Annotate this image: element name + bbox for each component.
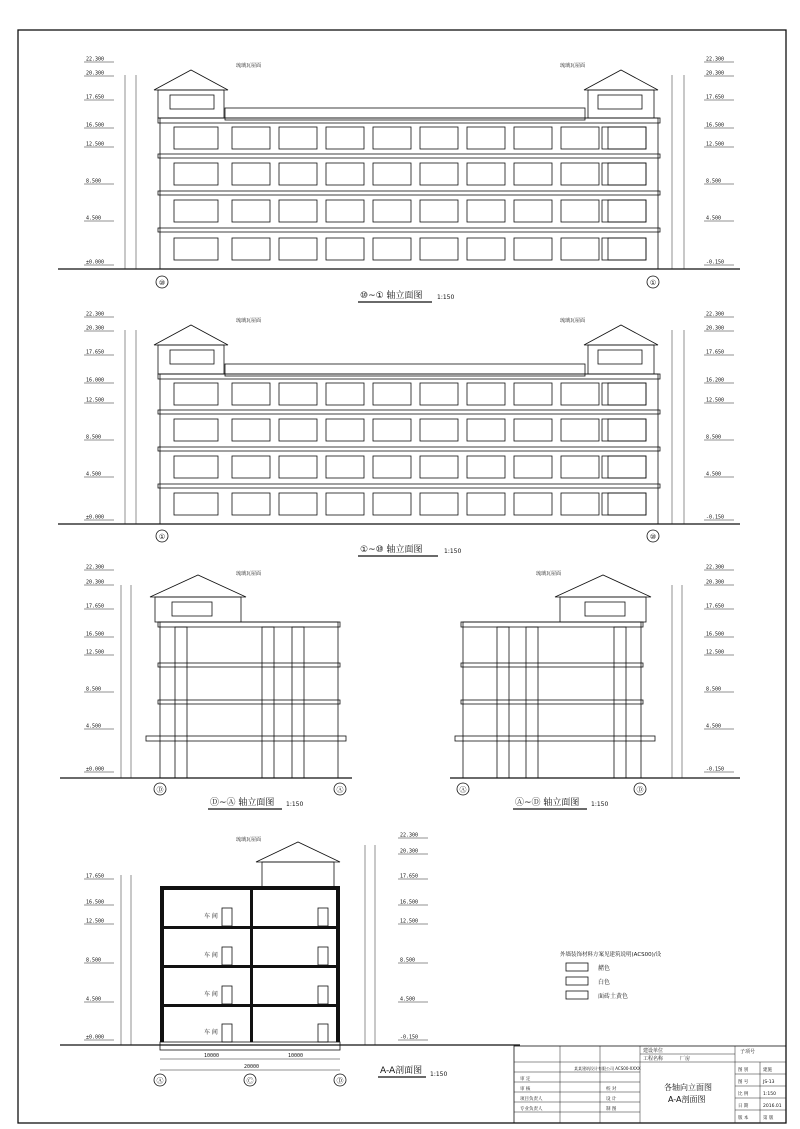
axis-label: ① (158, 533, 166, 541)
window (373, 200, 411, 222)
window (467, 163, 505, 185)
window (279, 163, 317, 185)
sign-label: 校 对 (606, 1087, 617, 1092)
code-label: 子项号 (740, 1049, 756, 1055)
level-mark: 12.500 (400, 918, 419, 925)
window (326, 163, 364, 185)
level-mark: 12.500 (86, 918, 105, 925)
info-key: 比 例 (738, 1092, 749, 1097)
roof-note: 琉璃瓦屋面 (236, 837, 262, 843)
level-mark: 22.300 (400, 832, 419, 839)
window (279, 200, 317, 222)
window (232, 383, 270, 405)
info-value: 1:150 (763, 1092, 776, 1097)
window (326, 456, 364, 478)
level-mark: 17.650 (706, 603, 725, 610)
level-mark: 20.300 (86, 325, 105, 332)
level-mark: 16.500 (706, 122, 725, 129)
roof-note: 琉璃瓦屋面 (236, 63, 262, 69)
dimension: 20000 (244, 1064, 260, 1070)
view-scale: 1:150 (286, 801, 304, 808)
level-mark: 4.500 (86, 215, 102, 222)
room-label: 车 间 (204, 913, 218, 920)
window (608, 383, 646, 405)
level-mark: 22.300 (706, 311, 725, 318)
level-mark: 12.500 (86, 141, 105, 148)
room-label: 车 间 (204, 952, 218, 959)
level-mark: 4.500 (86, 471, 102, 478)
window (373, 383, 411, 405)
window (467, 200, 505, 222)
window (561, 493, 599, 515)
info-value: 2016.01 (763, 1104, 782, 1109)
window (602, 419, 646, 441)
window (608, 238, 646, 260)
window (420, 238, 458, 260)
window (174, 200, 218, 222)
window (602, 493, 646, 515)
window (602, 163, 646, 185)
side-elevation-left (60, 565, 352, 810)
window (420, 456, 458, 478)
legend-swatch-blank (566, 977, 588, 985)
roof-note: 琉璃瓦屋面 (536, 571, 562, 577)
level-mark: -0.150 (706, 766, 725, 773)
window (279, 419, 317, 441)
axis-label: ⑩ (649, 533, 657, 541)
window (232, 163, 270, 185)
window (608, 456, 646, 478)
level-mark: 8.500 (86, 957, 102, 964)
axis-label: Ⓐ (336, 786, 344, 794)
window (467, 127, 505, 149)
window (174, 238, 218, 260)
view-scale: 1:150 (444, 548, 462, 555)
window (279, 238, 317, 260)
window (608, 200, 646, 222)
window (514, 419, 552, 441)
roof-note: 琉璃瓦屋面 (560, 318, 586, 324)
window (467, 493, 505, 515)
window (232, 456, 270, 478)
project-label: 建设单位 (643, 1048, 664, 1054)
legend-swatch-stripe (566, 991, 588, 999)
section-a-a (60, 833, 520, 1087)
window (420, 419, 458, 441)
window (232, 200, 270, 222)
roof-note: 琉璃瓦屋面 (236, 318, 262, 324)
window (326, 238, 364, 260)
level-mark: 8.500 (400, 957, 416, 964)
level-mark: 16.500 (86, 899, 105, 906)
window (326, 383, 364, 405)
sign-label: 项目负责人 (520, 1097, 543, 1102)
window (279, 383, 317, 405)
level-mark: 8.500 (706, 686, 722, 693)
sign-label: 专业负责人 (520, 1107, 543, 1112)
info-key: 图 号 (738, 1080, 749, 1085)
axis-label: Ⓐ (459, 786, 467, 794)
level-mark: 8.500 (86, 434, 102, 441)
sign-label: 审 核 (520, 1087, 531, 1092)
window (174, 493, 218, 515)
level-mark: 22.300 (86, 564, 105, 571)
work-value: 厂房 (680, 1056, 691, 1062)
level-mark: 8.500 (706, 178, 722, 185)
room-label: 车 间 (204, 991, 218, 998)
window (326, 493, 364, 515)
window (608, 493, 646, 515)
window (174, 163, 218, 185)
level-mark: 20.300 (706, 325, 725, 332)
level-mark: 22.300 (706, 564, 725, 571)
legend-label: 白色 (598, 979, 611, 986)
level-mark: 16.500 (86, 122, 105, 129)
info-value: 第 版 (763, 1116, 774, 1121)
info-key: 版 本 (738, 1116, 749, 1121)
level-mark: 22.300 (86, 56, 105, 63)
level-mark: 4.500 (86, 996, 102, 1003)
window (326, 127, 364, 149)
level-mark: 8.500 (86, 178, 102, 185)
window (420, 163, 458, 185)
window (373, 493, 411, 515)
sign-label: 设 计 (606, 1097, 617, 1102)
level-mark: 4.500 (706, 723, 722, 730)
info-value: 建施 (763, 1068, 772, 1073)
roof-note: 琉璃瓦屋面 (236, 571, 262, 577)
window (174, 419, 218, 441)
level-mark: 17.650 (706, 94, 725, 101)
level-mark: 4.500 (706, 471, 722, 478)
axis-label: Ⓐ (156, 1077, 164, 1085)
level-mark: 16.200 (706, 377, 725, 384)
window (174, 456, 218, 478)
window (232, 238, 270, 260)
window (602, 238, 646, 260)
level-mark: 17.650 (86, 349, 105, 356)
axis-label: ⑩ (158, 279, 166, 287)
window (608, 163, 646, 185)
window (561, 200, 599, 222)
window (279, 127, 317, 149)
level-mark: ±0.000 (86, 766, 105, 773)
level-mark: 4.500 (86, 723, 102, 730)
title-block (514, 1046, 786, 1123)
window (561, 163, 599, 185)
info-value: JS-13 (763, 1080, 775, 1085)
level-mark: 17.650 (86, 873, 105, 880)
level-mark: ±0.000 (86, 1034, 105, 1041)
roof-note: 琉璃瓦屋面 (560, 63, 586, 69)
legend-swatch-brick (566, 963, 588, 971)
window (373, 163, 411, 185)
level-mark: 22.300 (706, 56, 725, 63)
window (561, 383, 599, 405)
level-mark: 22.300 (86, 311, 105, 318)
window (514, 127, 552, 149)
window (561, 127, 599, 149)
view-title: ①~⑩ 轴立面图 (360, 545, 423, 555)
view-scale: 1:150 (430, 1071, 448, 1078)
info-key: 图 别 (738, 1068, 749, 1073)
sign-label: 审 定 (520, 1077, 531, 1082)
level-mark: 16.500 (400, 899, 419, 906)
view-title: Ⓐ~Ⓓ 轴立面图 (515, 798, 580, 808)
axis-label: Ⓒ (246, 1077, 254, 1085)
window (602, 456, 646, 478)
window (373, 456, 411, 478)
info-key: 日 期 (738, 1104, 749, 1109)
dimension: 10000 (288, 1053, 304, 1059)
window (326, 200, 364, 222)
material-legend (560, 950, 662, 1000)
view-title: Ⓓ~Ⓐ 轴立面图 (210, 798, 275, 808)
axis-label: ① (649, 279, 657, 287)
level-mark: 20.300 (86, 579, 105, 586)
view-title: A-A剖面图 (380, 1066, 423, 1076)
level-mark: 12.500 (706, 141, 725, 148)
axis-label: Ⓓ (156, 786, 164, 794)
window (420, 383, 458, 405)
window (514, 493, 552, 515)
window (602, 200, 646, 222)
level-mark: 20.300 (86, 70, 105, 77)
rear-elevation (58, 312, 740, 557)
level-mark: 20.300 (400, 848, 419, 855)
window (174, 383, 218, 405)
window (608, 127, 646, 149)
view-scale: 1:150 (591, 801, 609, 808)
window (232, 493, 270, 515)
level-mark: 17.650 (86, 94, 105, 101)
level-mark: 12.500 (86, 397, 105, 404)
window (561, 238, 599, 260)
axis-label: Ⓓ (636, 786, 644, 794)
window (514, 163, 552, 185)
level-mark: 16.000 (86, 377, 105, 384)
window (514, 238, 552, 260)
front-elevation (58, 57, 740, 303)
window (420, 493, 458, 515)
window (561, 456, 599, 478)
level-mark: 12.500 (706, 397, 725, 404)
level-mark: 20.300 (706, 70, 725, 77)
axis-label: Ⓓ (336, 1077, 344, 1085)
drawing-subtitle: A-A剖面图 (668, 1095, 706, 1104)
window (420, 200, 458, 222)
level-mark: ±0.000 (86, 514, 105, 521)
level-mark: 17.650 (706, 349, 725, 356)
window (174, 127, 218, 149)
sign-label: 制 图 (606, 1107, 617, 1112)
window (467, 456, 505, 478)
level-mark: 4.500 (400, 996, 416, 1003)
window (373, 419, 411, 441)
window (279, 493, 317, 515)
level-mark: 8.500 (706, 434, 722, 441)
view-title: ⑩~① 轴立面图 (360, 291, 423, 301)
level-mark: -0.150 (706, 514, 725, 521)
window (561, 419, 599, 441)
window (232, 127, 270, 149)
legend-title: 外墙装饰材料方案见建筑说明(ACS00)/设 (560, 952, 662, 958)
level-mark: 12.500 (86, 649, 105, 656)
level-mark: 17.650 (86, 603, 105, 610)
window (373, 238, 411, 260)
window (602, 383, 646, 405)
level-mark: 17.650 (400, 873, 419, 880)
window (279, 456, 317, 478)
level-mark: -0.150 (706, 259, 725, 266)
work-label: 工程名称 (643, 1056, 664, 1062)
side-elevation-right (450, 565, 740, 810)
window (514, 383, 552, 405)
room-label: 车 间 (204, 1029, 218, 1036)
window (608, 419, 646, 441)
level-mark: -0.150 (400, 1034, 419, 1041)
window (602, 127, 646, 149)
window (420, 127, 458, 149)
dimension: 10000 (204, 1053, 220, 1059)
window (373, 127, 411, 149)
window (467, 383, 505, 405)
window (232, 419, 270, 441)
level-mark: 4.500 (706, 215, 722, 222)
level-mark: 16.500 (706, 631, 725, 638)
legend-label: 面砖土黄色 (598, 993, 629, 1000)
window (514, 456, 552, 478)
level-mark: 12.500 (706, 649, 725, 656)
design-unit: 某某建筑设计有限公司 ACS00-XXXX (574, 1066, 641, 1071)
window (514, 200, 552, 222)
level-mark: 20.300 (706, 579, 725, 586)
level-mark: 16.500 (86, 631, 105, 638)
drawing-title: 各轴向立面图 (664, 1083, 712, 1092)
view-scale: 1:150 (437, 294, 455, 301)
level-mark: 8.500 (86, 686, 102, 693)
level-mark: ±0.000 (86, 259, 105, 266)
window (326, 419, 364, 441)
window (467, 419, 505, 441)
legend-label: 赭色 (598, 965, 611, 972)
window (467, 238, 505, 260)
